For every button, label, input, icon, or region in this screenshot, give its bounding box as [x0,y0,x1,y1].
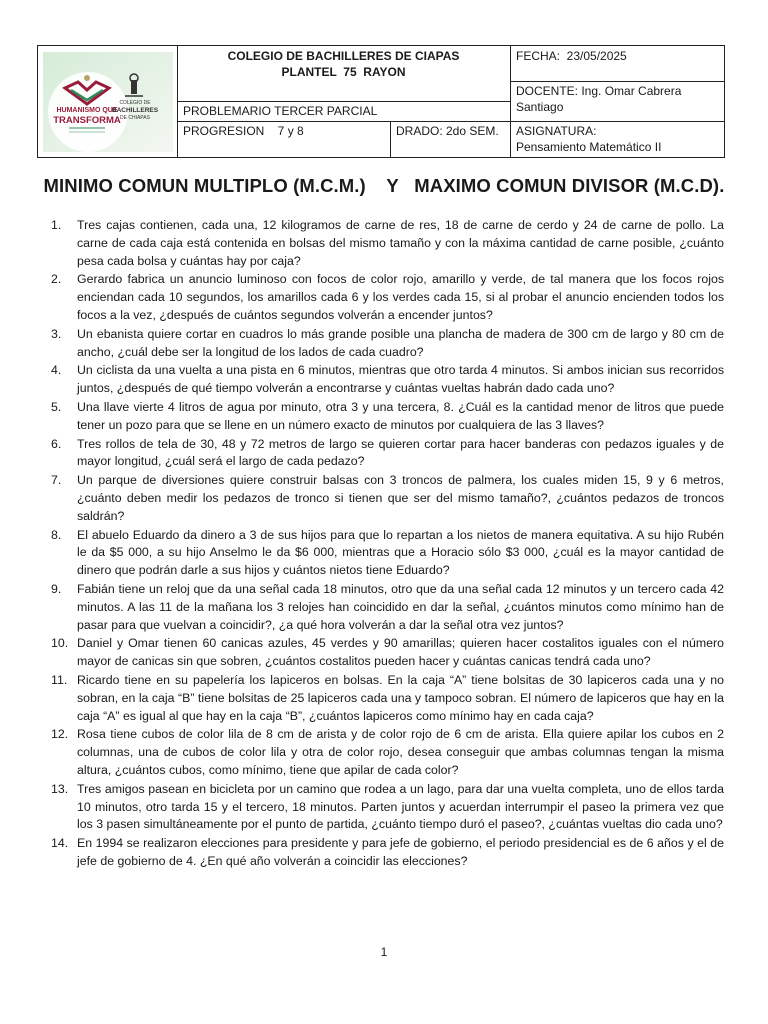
problem-number: 7. [51,473,62,488]
logo-text: TRANSFORMA [53,115,121,126]
problem-text: Daniel y Omar tienen 60 canicas azules, 45 verdes y 90 amarillas; quieren hacer costalitos iguales con el número mayor de canicas sin que sobren, ¿cuántos costalitos pueden hacer y cuántas canicas tendrá cada uno? [77,636,724,669]
problem-text: Rosa tiene cubos de color lila de 8 cm de arista y de color rojo de 6 cm de arista. Ella quiere apilar los cubos en 2 columnas, una de cubos de color lila y otra de color rojo, desea conseguir que ambas columnas tengan la misma altura, ¿cuántos cubos, como mínimo, tiene que apilar de cada color? [77,727,724,777]
problem-text: Gerardo fabrica un anuncio luminoso con focos de color rojo, amarillo y verde, de tal manera que los focos rojos enciendan cada 10 segundos, los amarillos cada 6 y los verdes cada 15, si al probar el anuncio encienden todos los focos a la vez, ¿después de cuántos segundos volverán a encender juntos? [77,272,724,322]
problem-number: 10. [51,636,69,651]
problem-number: 13. [51,781,69,796]
problem-text: Ricardo tiene en su papelería los lapiceros en bolsas. En la caja “A” tiene bolsitas de 30 lapiceros cada una y no sobran, en la caja “B” tiene bolsitas de 25 lapiceros cada una y tampoco sobran. El número de lapiceros que hay en la caja “A” es igual al que hay en la caja “B”, ¿cuántos lapiceros como mínimo hay en cada caja? [77,672,724,723]
list-item [44,436,724,472]
divider [510,46,511,157]
logo-text: COLEGIO DE [119,100,151,106]
problem-list [44,217,724,872]
school-line-1: COLEGIO DE BACHILLERES DE CIAPAS [227,49,460,63]
problem-text: Un ebanista quiere cortar en cuadros lo más grande posible una plancha de madera de 300 cm de largo y 80 cm de ancho, ¿cuál debe ser la longitud de los lados de cada cuadro? [77,326,724,359]
divider [390,121,391,157]
progresion: PROGRESION 7 y 8 [183,124,304,138]
problem-number: 6. [51,436,62,451]
problem-text: Un ciclista da una vuelta a una pista en 6 minutos, mientras que otro tarda 4 minutos. Si ambos inician sus recorridos juntos, ¿después de qué tiempo volverán a encontrarse y cuántas vueltas habrán dado cada uno? [77,363,724,396]
problem-number: 1. [51,218,62,232]
list-item [44,472,724,525]
school-logo [43,52,173,152]
problem-text: Fabián tiene un reloj que da una señal cada 18 minutos, otro que da una señal cada 12 minutos y un tercero cada 42 minutos. A las 11 de la mañana los 3 relojes han coincidido en dar la señal, ¿cuántos minutos como mínimo han de pasar para que vuelvan a coincidir?, ¿a qué hora volverán a dar la señal otra vez juntos? [77,581,724,632]
docente: DOCENTE: Ing. Omar Cabrera Santiago [516,84,682,114]
problem-number: 11. [51,672,68,687]
asignatura [516,123,661,155]
header-table [37,45,725,158]
list-item [44,635,724,671]
problem-number: 9. [51,581,62,596]
logo-text: DE CHIAPAS [120,115,150,121]
list-item [44,326,724,362]
document-title: PROBLEMARIO TERCER PARCIAL [183,104,378,118]
problem-text: Tres amigos pasean en bicicleta por un camino que rodea a un lago, para dar una vuelta completa, uno de ellos tarda 10 minutos, otro tarda 15 y el tercero, 18 minutos. Parten juntos y acuerdan interrumpir el paseo la primera vez que los 3 pasen simultáneamente por el punto de partida, ¿cuánto tiempo duró el paseo?, ¿cuántas vueltas dio cada uno? [77,781,724,832]
divider [510,81,725,82]
logo-text: BACHILLERES [111,107,159,114]
problem-text: El abuelo Eduardo da dinero a 3 de sus hijos para que lo repartan a los nietos de manera equitativa. A su hijo Rubén le da $5 000, a su hijo Anselmo le da $6 000, mientras que a Horacio sólo $3 000, ¿cuál es la mayor cantidad de dinero que podrán darle a sus hijos y cuántos nietos tiene Eduardo? [77,527,724,578]
list-item [44,726,724,779]
problem-text: Un parque de diversiones quiere construir balsas con 3 troncos de palmera, los cuales miden 15, 9 y 6 metros, ¿cuánto deben medir los pedazos de tronco si tienen que ser del mismo tamaño?, ¿cuántos pedazos de troncos saldrán? [77,473,724,523]
list-item [44,271,724,324]
divider [177,121,510,122]
problem-number: 14. [51,836,69,851]
list-item [44,835,724,871]
list-item [44,581,724,634]
problem-number: 5. [51,399,62,414]
problem-text: Tres rollos de tela de 30, 48 y 72 metros de largo se quieren cortar para hacer banderas con pedazos iguales y de mayor longitud, ¿cuál será el largo de cada pedazo? [77,436,724,469]
asignatura-value: Pensamiento Matemático II [516,140,662,154]
list-item [44,527,724,580]
list-item [44,399,724,435]
problem-text: Tres cajas contienen, cada una, 12 kilogramos de carne de res, 18 de carne de cerdo y 24 de carne de pollo. La carne de cada caja está contenida en bolsas del mismo tamaño y con la máxima cantidad de carne posible, ¿cuánto pesa cada bolsa y cuántas hay por caja? [77,218,724,268]
grado: DRADO: 2do SEM. [396,124,499,138]
page-number: 1 [380,945,388,959]
fecha: FECHA: 23/05/2025 [516,49,627,63]
school-name [177,48,510,80]
page-title: MINIMO COMUN MULTIPLO (M.C.M.) Y MAXIMO COMUN DIVISOR (M.C.D). [43,175,725,196]
list-item [44,672,724,725]
list-item [44,781,724,834]
problem-number: 2. [51,272,62,287]
problem-number: 12. [51,727,69,742]
list-item [44,362,724,398]
problem-text: En 1994 se realizaron elecciones para presidente y para jefe de gobierno, el periodo presidencial es de 6 años y el de jefe de gobierno de 4. ¿En qué año volverán a coincidir las elecciones? [77,836,724,868]
asignatura-label: ASIGNATURA: [516,124,597,138]
list-item [44,217,724,270]
divider [177,101,510,102]
problem-number: 4. [51,363,62,378]
problem-text: Una llave vierte 4 litros de agua por minuto, otra 3 y una tercera, 8. ¿Cuál es la cantidad menor de litros que puede tener un pozo para que se llene en un número exacto de minutos por cualquiera de las 3 llaves? [77,399,724,432]
divider [510,121,725,122]
school-line-2: PLANTEL 75 RAYON [281,65,406,79]
problem-number: 8. [51,527,62,542]
logo-text: HUMANISMO QUE [56,107,118,114]
problem-number: 3. [51,326,62,341]
